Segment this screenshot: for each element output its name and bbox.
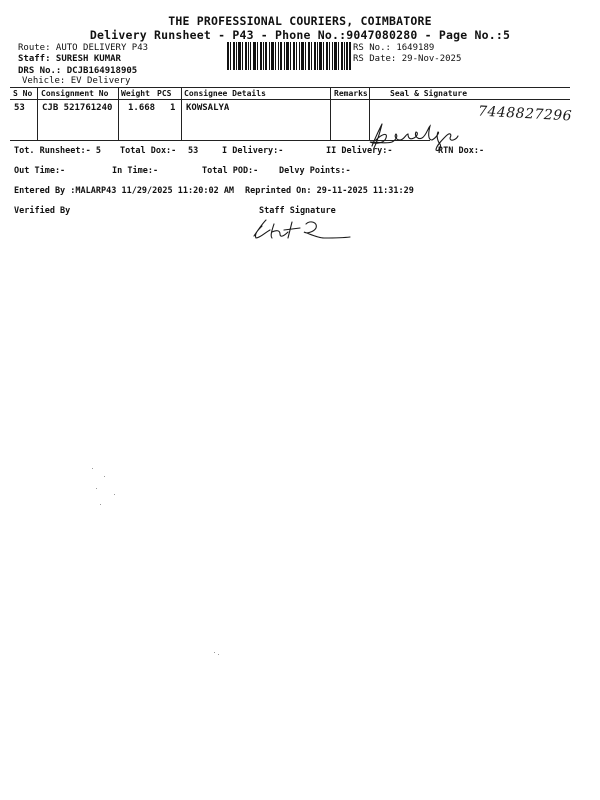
staff-signature-label: Staff Signature: [259, 206, 336, 216]
row-consignment: CJB 521761240: [42, 103, 113, 113]
rs-number: RS No.: 1649189: [353, 43, 435, 53]
col-header-pcs: PCS: [157, 89, 172, 98]
scan-speck: [214, 652, 215, 653]
col-header-consignment: Consignment No: [41, 89, 109, 98]
rs-date: RS Date: 29-Nov-2025: [353, 54, 462, 64]
scan-speck: [96, 488, 97, 489]
total-dox-label: Total Dox:-: [120, 146, 177, 156]
row-sno: 53: [14, 103, 25, 113]
verified-by: Verified By: [14, 206, 71, 216]
col-divider: [181, 87, 182, 141]
scan-speck: [100, 504, 101, 505]
total-pod: Total POD:-: [202, 166, 259, 176]
staff-label: Staff: SURESH KUMAR: [18, 54, 121, 64]
col-divider: [118, 87, 119, 141]
row-pcs: 1: [170, 103, 176, 113]
handwritten-phone: 7448827296: [477, 103, 573, 125]
in-time: In Time:-: [112, 166, 159, 176]
col-header-remarks: Remarks: [334, 89, 368, 98]
col-header-sno: S No: [13, 89, 33, 98]
route-label: Route: AUTO DELIVERY P43: [18, 43, 149, 53]
scan-speck: [104, 476, 105, 477]
row-consignee: KOWSALYA: [186, 103, 230, 113]
col-header-consignee: Consignee Details: [184, 89, 266, 98]
out-time: Out Time:-: [14, 166, 66, 176]
reprinted-on: Reprinted On: 29-11-2025 11:31:29: [245, 186, 414, 196]
staff-signature: [248, 216, 352, 242]
entered-by: Entered By :MALARP43 11/29/2025 11:20:02 AM: [14, 186, 235, 196]
scan-speck: [218, 654, 219, 655]
table-top-border: [10, 87, 570, 88]
drs-number: DRS No.: DCJB164918905: [18, 66, 138, 76]
table-header-border: [10, 99, 570, 100]
vehicle-label: Vehicle: EV Delivery: [22, 76, 131, 86]
row-weight: 1.668: [128, 103, 156, 113]
delvy-points: Delvy Points:-: [279, 166, 351, 176]
col-header-seal-signature: Seal & Signature: [390, 89, 468, 98]
total-runsheet: Tot. Runsheet:- 5: [14, 146, 101, 156]
total-dox-value: 53: [188, 146, 199, 156]
col-divider: [37, 87, 38, 141]
barcode: [227, 42, 351, 70]
second-delivery: II Delivery:-: [326, 146, 393, 156]
col-divider: [330, 87, 331, 141]
scan-speck: [92, 468, 93, 469]
company-title: THE PROFESSIONAL COURIERS, COIMBATORE: [168, 14, 432, 28]
scan-speck: [114, 494, 115, 495]
first-delivery: I Delivery:-: [222, 146, 284, 156]
runsheet-subtitle: Delivery Runsheet - P43 - Phone No.:9047080280 - Page No.:5: [89, 28, 511, 42]
rtn-dox: RTN Dox:-: [438, 146, 485, 156]
col-header-weight: Weight: [121, 89, 150, 98]
